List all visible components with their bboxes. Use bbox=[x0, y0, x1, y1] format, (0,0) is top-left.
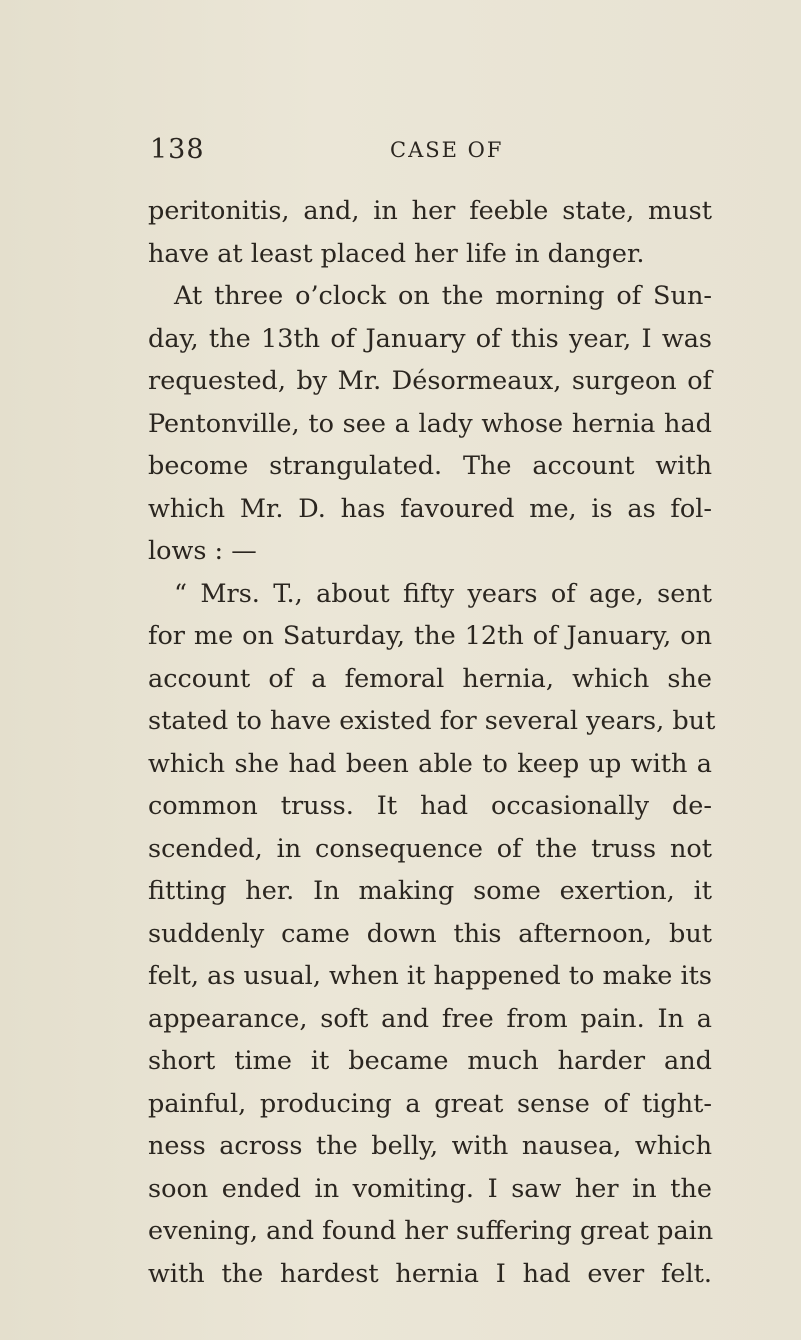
text-line: day, the 13th of January of this year, I was bbox=[148, 323, 712, 354]
text-line: with the hardest hernia I had ever felt. bbox=[148, 1258, 712, 1289]
text-line: appearance, soft and free from pain. In a bbox=[148, 1003, 712, 1034]
text-line: “ Mrs. T., about fifty years of age, sent bbox=[174, 578, 712, 609]
text-line: requested, by Mr. Désormeaux, surgeon of bbox=[148, 366, 712, 396]
text-line: peritonitis, and, in her feeble state, must bbox=[148, 196, 712, 226]
text-line: which Mr. D. has favoured me, is as fol- bbox=[148, 493, 712, 524]
text-line: account of a femoral hernia, which she bbox=[148, 663, 712, 694]
text-line: which she had been able to keep up with a bbox=[148, 748, 712, 779]
text-line: evening, and found her suffering great pain bbox=[148, 1216, 714, 1246]
text-line: scended, in consequence of the truss not bbox=[148, 833, 712, 864]
running-title: CASE OF bbox=[390, 138, 504, 162]
text-line: for me on Saturday, the 12th of January, on bbox=[148, 621, 712, 651]
text-line: have at least placed her life in danger. bbox=[148, 238, 645, 269]
text-line: short time it became much harder and bbox=[148, 1046, 712, 1076]
text-line: common truss. It had occasionally de- bbox=[148, 791, 712, 821]
text-line: become strangulated. The account with bbox=[148, 451, 712, 481]
text-line: suddenly came down this afternoon, but bbox=[148, 918, 712, 949]
text-line: Pentonville, to see a lady whose hernia had bbox=[148, 408, 712, 439]
body-text bbox=[148, 190, 716, 1295]
text-line: fitting her. In making some exertion, it bbox=[148, 876, 712, 906]
text-line: ness across the belly, with nausea, which bbox=[148, 1131, 712, 1161]
text-line: felt, as usual, when it happened to make its bbox=[148, 961, 712, 991]
text-line: stated to have existed for several years, but bbox=[148, 706, 716, 736]
text-line: painful, producing a great sense of tight- bbox=[148, 1088, 712, 1119]
page-number: 138 bbox=[150, 134, 205, 165]
running-head bbox=[150, 134, 710, 174]
text-line: lows : — bbox=[148, 536, 257, 566]
text-line: At three o’clock on the morning of Sun- bbox=[174, 281, 712, 311]
text-line: soon ended in vomiting. I saw her in the bbox=[148, 1173, 712, 1204]
